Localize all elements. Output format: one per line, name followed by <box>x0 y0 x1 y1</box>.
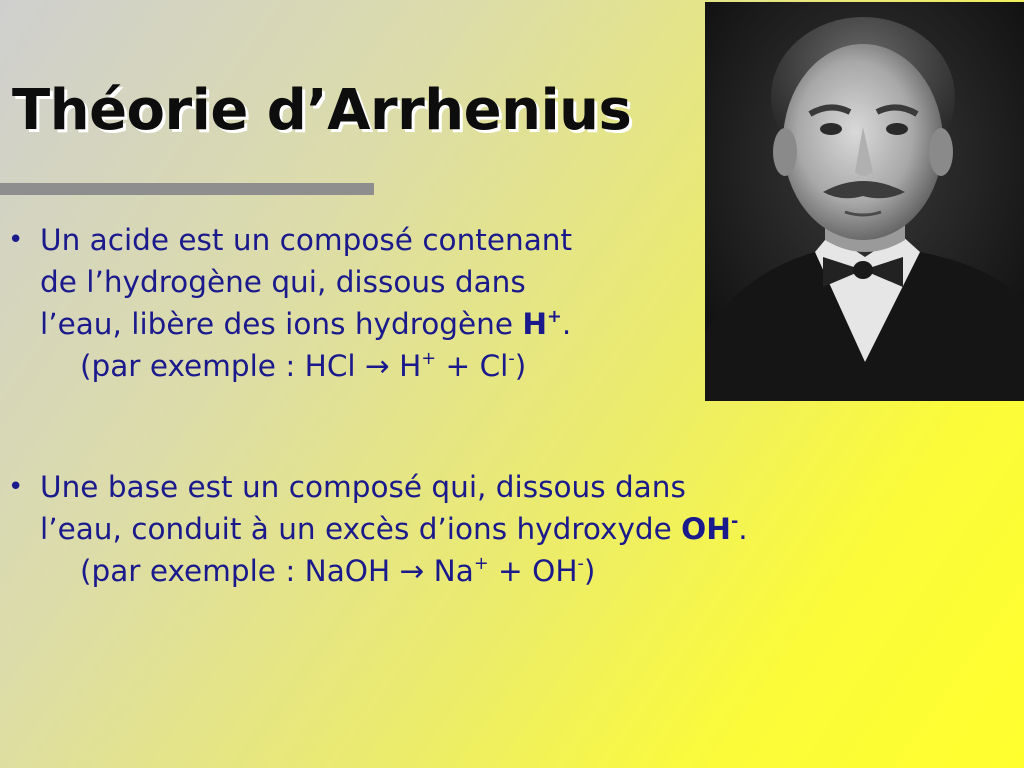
base-line-1: Une base est un composé qui, dissous dans <box>40 470 686 504</box>
acid-example-prefix: (par exemple : HCl → H <box>80 349 422 383</box>
title-underline-rule <box>0 183 374 195</box>
base-example-suffix: ) <box>583 554 596 588</box>
acid-example <box>8 345 1008 387</box>
base-line-end: . <box>738 512 748 546</box>
bullet-base <box>8 466 1008 592</box>
base-example-sup1: + <box>473 554 489 575</box>
bullet-symbol: • <box>8 472 24 502</box>
acid-example-middle: + Cl <box>436 349 509 383</box>
base-ion-charge: - <box>730 512 739 533</box>
acid-line-2: de l’hydrogène qui, dissous dans <box>40 265 526 299</box>
bullet-symbol: • <box>8 225 24 255</box>
acid-example-sup1: + <box>421 349 437 370</box>
bullet-acid <box>8 219 1008 387</box>
slide-title: Théorie d’Arrhenius <box>12 78 632 143</box>
acid-example-suffix: ) <box>514 349 527 383</box>
base-example-middle: + OH <box>488 554 578 588</box>
acid-ion: H <box>522 307 548 341</box>
acid-example-sup2: - <box>508 349 515 370</box>
acid-line-3-text: l’eau, libère des ions hydrogène <box>40 307 523 341</box>
base-example-sup2: - <box>577 554 584 575</box>
base-example-prefix: (par exemple : NaOH → Na <box>80 554 474 588</box>
acid-line-3 <box>40 303 572 345</box>
base-ion: OH <box>681 512 731 546</box>
acid-line-1: Un acide est un composé contenant <box>40 223 573 257</box>
base-line-2 <box>40 508 748 550</box>
base-line-2-text: l’eau, conduit à un excès d’ions hydroxyde <box>40 512 682 546</box>
base-example <box>8 550 1008 592</box>
acid-ion-charge: + <box>547 307 562 328</box>
acid-line-end: . <box>561 307 572 341</box>
